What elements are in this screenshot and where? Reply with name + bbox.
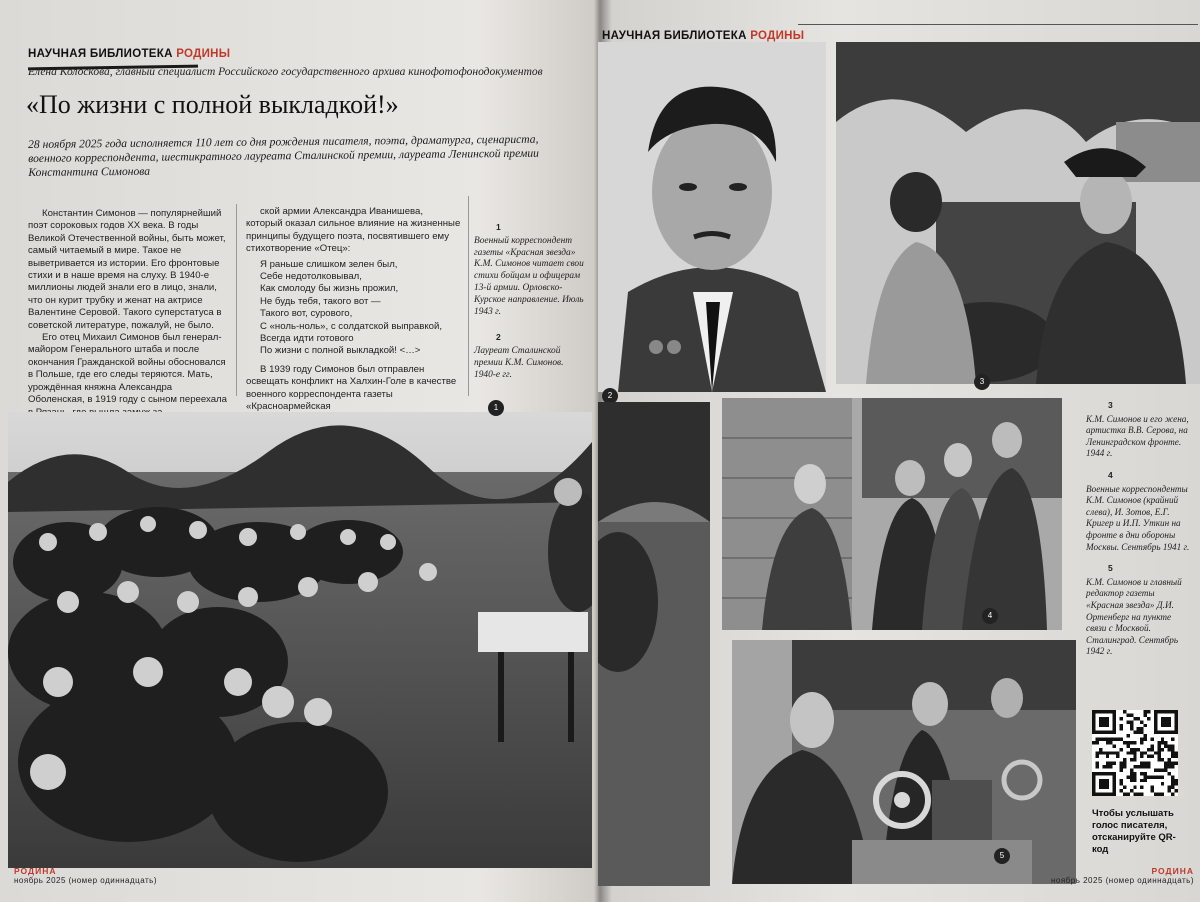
- photo-soldiers-reading: [8, 412, 592, 868]
- caption-3: [1086, 400, 1192, 460]
- text-column-1: [28, 208, 228, 444]
- qr-code-icon: [1092, 710, 1178, 796]
- poem: [260, 259, 462, 358]
- qr-code[interactable]: [1092, 710, 1178, 796]
- series-prefix: НАУЧНАЯ БИБЛИОТЕКА: [28, 48, 177, 60]
- photo-couple-front: [836, 42, 1200, 384]
- series-accent: РОДИНЫ: [750, 30, 805, 42]
- photo-soldiers-image: [8, 412, 592, 868]
- photo-soldiers-continuation-image: [598, 402, 710, 886]
- series-accent: РОДИНЫ: [176, 48, 231, 60]
- caption-number: 2: [496, 332, 501, 343]
- poem-line: Такого вот, сурового,: [260, 308, 353, 320]
- photo-portrait: [598, 42, 826, 392]
- paragraph: ской армии Александра Иванишева, который оказал сильное влияние на жизненные принципы будущего поэта, посвятившего ему стихотворение «Отец»:: [246, 206, 461, 255]
- caption-text: К.М. Симонов и его жена, артистка В.В. Серова, на Ленинградском фронте. 1944 г.: [1086, 413, 1189, 459]
- caption-number: 4: [1108, 469, 1113, 480]
- caption-text: Военный корреспондент газеты «Красная звезда» К.М. Симонов читает свои стихи бойцам и офицерам 13-й армии. Орловско-Курское направление. Июль 1943 г.: [474, 235, 584, 317]
- caption-text: Военные корреспонденты К.М. Симонов (крайний слева), И. Зотов, Е.Г. Кригер и И.П. Уткин на фронте в дни обороны Москвы. Сентябрь 1941 г.: [1086, 483, 1190, 552]
- photo-correspondents-image: [722, 398, 1062, 630]
- poem-line: Себе недотолковывал,: [260, 271, 362, 283]
- photo-number-2: 2: [602, 388, 618, 404]
- footer-magazine: РОДИНА: [14, 866, 57, 876]
- footer-right: [1046, 866, 1194, 885]
- right-page: [598, 0, 1200, 902]
- paragraph: Константин Симонов — популярнейший поэт сороковых годов XX века. В годы Великой Отечественной войны, быть может, самый читаемый в мире. Такое не выветривается из истории. Его фронтовые стихи и в наше время на слуху. В 1940-е миллионы людей знали его в лицо, знали, что он курит трубку и женат на актрисе Валентине Серовой. Такого суперстатуса в советской литературе, пожалуй, не было.: [28, 208, 226, 331]
- poem-line: Я раньше слишком зелен был,: [260, 258, 398, 270]
- caption-text: Лауреат Сталинской премии К.М. Симонов. 1940-е гг.: [474, 346, 564, 380]
- qr-instruction: Чтобы услышать голос писателя, отсканируйте QR-код: [1092, 808, 1176, 855]
- caption-2: [474, 332, 584, 381]
- right-captions: [1086, 400, 1192, 668]
- paragraph: В 1939 году Симонов был отправлен освещать конфликт на Халхин-Голе в качестве военного корреспондента газеты «Красноармейская: [246, 363, 457, 413]
- footer-left: [14, 866, 157, 885]
- lede: 28 ноября 2025 года исполняется 110 лет со дня рождения писателя, поэта, драматурга, сценариста, военного корреспондента, шестикратного лауреата Сталинской премии, лауреата Ленинской премии Константина Симонова: [28, 132, 539, 179]
- photo-number-3: 3: [974, 374, 990, 390]
- poem-line: Не будь тебя, такого вот —: [260, 295, 381, 307]
- series-header-left: [28, 48, 230, 60]
- footer-magazine: РОДИНА: [1151, 866, 1194, 876]
- photo-number-5: 5: [994, 848, 1010, 864]
- column-divider: [236, 204, 237, 396]
- series-prefix: НАУЧНАЯ БИБЛИОТЕКА: [602, 30, 751, 42]
- poem-line: Всегда идти готового: [260, 333, 354, 345]
- paragraph: Его отец Михаил Симонов был генерал-майором Генерального штаба и после окончания Гражданской войны обосновался в Польше, где его следы теряются. Мать, урождённая княжна Александра Оболенская, в 1919 году с сыном переехала: [28, 332, 227, 406]
- caption-4: [1086, 470, 1192, 553]
- text-column-2: [246, 206, 462, 414]
- caption-number: 5: [1108, 563, 1113, 574]
- photo-number-1: 1: [488, 400, 504, 416]
- left-page: [0, 0, 598, 902]
- footer-issue: ноябрь 2025 (номер одиннадцать): [1050, 876, 1194, 885]
- poem-line: Как смолоду бы жизнь прожил,: [260, 283, 399, 295]
- header-thin-rule: [798, 24, 1198, 25]
- caption-number: 1: [496, 222, 501, 232]
- caption-number: 3: [1108, 400, 1113, 410]
- photo-communication-post: [732, 640, 1076, 884]
- photo-soldiers-continuation: [598, 402, 710, 886]
- headline: «По жизни с полной выкладкой!»: [26, 90, 399, 119]
- poem-line: По жизни с полной выкладкой! <…>: [260, 345, 421, 357]
- caption-1: [474, 222, 584, 318]
- photo-portrait-image: [598, 42, 826, 392]
- photo-correspondents: [722, 398, 1062, 630]
- photo-number-4: 4: [982, 608, 998, 624]
- footer-issue: ноябрь 2025 (номер одиннадцать): [14, 876, 158, 885]
- poem-line: С «ноль-ноль», с солдатской выправкой,: [260, 320, 443, 332]
- photo-couple-image: [836, 42, 1200, 384]
- photo-communication-image: [732, 640, 1076, 884]
- caption-5: [1086, 563, 1192, 658]
- column-divider: [468, 196, 469, 396]
- left-captions: [474, 222, 584, 396]
- byline: Елена Колоскова, главный специалист Российского государственного архива кинофотофонодокументов: [28, 66, 543, 78]
- caption-text: К.М. Симонов и главный редактор газеты «Красная звезда» Д.И. Ортенберг на пункте связи с Москвой. Сталинград. Сентябрь 1942 г.: [1086, 576, 1182, 657]
- series-header-right: [602, 30, 804, 42]
